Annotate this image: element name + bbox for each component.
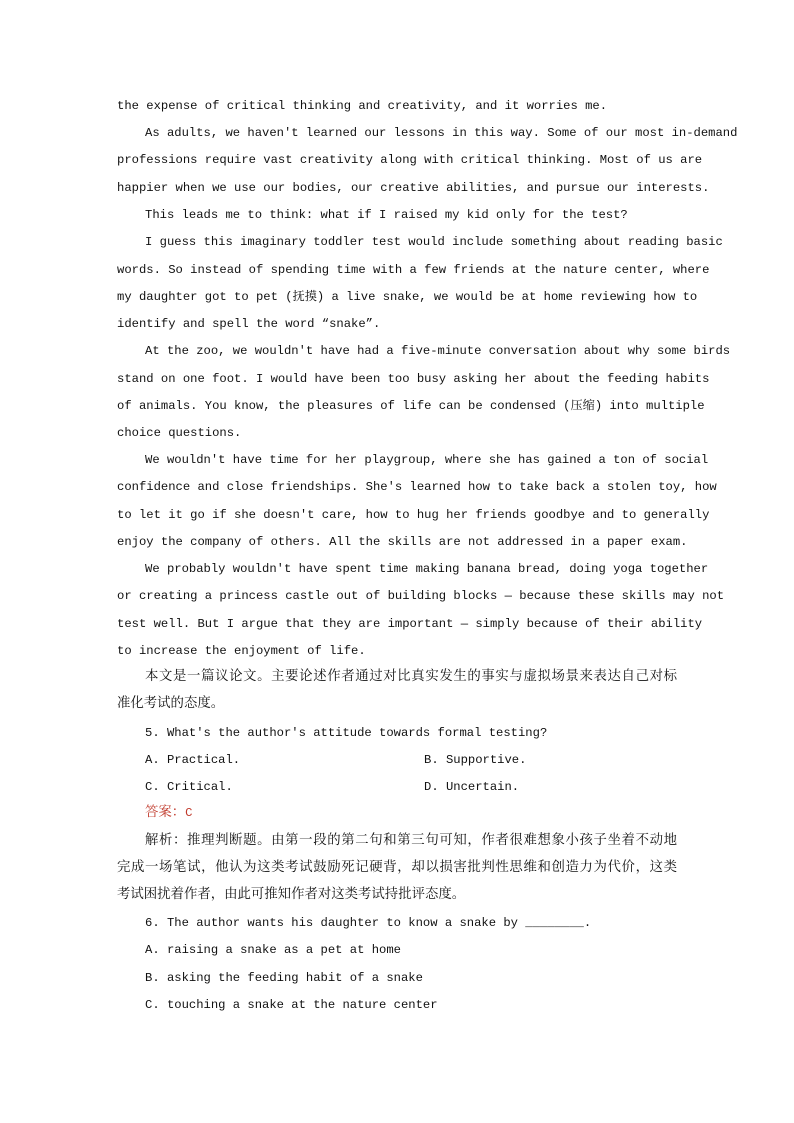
passage-line: words. So instead of spending time with a few friends at the nature center, where (117, 263, 710, 277)
question-5-options-row-2 (145, 779, 677, 795)
question-5-analysis: 完成一场笔试，他认为这类考试鼓励死记硬背，却以损害批判性思维和创造力为代价，这类 (117, 860, 677, 875)
question-5-option-d: D. Uncertain. (424, 780, 520, 794)
passage-paragraph-start: We wouldn't have time for her playgroup, where she has gained a ton of social (145, 453, 709, 467)
question-5-analysis: 考试困扰着作者，由此可推知作者对这类考试持批评态度。 (117, 887, 466, 902)
question-5-options-row-1 (145, 752, 677, 768)
summary-line: 准化考试的态度。 (117, 696, 225, 711)
question-5-stem: 5. What's the author's attitude towards formal testing? (145, 726, 548, 740)
passage-paragraph-start: I guess this imaginary toddler test would include something about reading basic (145, 235, 723, 249)
passage-paragraph-start: At the zoo, we wouldn't have had a five-minute conversation about why some birds (145, 344, 731, 358)
passage-paragraph-start: We probably wouldn't have spent time making banana bread, doing yoga together (145, 562, 709, 576)
question-5-option-c: C. Critical. (145, 780, 233, 794)
passage-line: the expense of critical thinking and creativity, and it worries me. (117, 99, 608, 113)
passage-line: stand on one foot. I would have been too busy asking her about the feeding habits (117, 372, 710, 386)
passage-paragraph-start: As adults, we haven't learned our lessons in this way. Some of our most in-demand (145, 126, 738, 140)
passage-line: professions require vast creativity along with critical thinking. Most of us are (117, 153, 703, 167)
passage-line: to let it go if she doesn't care, how to hug her friends goodbye and to generally (117, 508, 710, 522)
question-5-analysis: 解析：推理判断题。由第一段的第二句和第三句可知，作者很难想象小孩子坐着不动地 (145, 833, 677, 848)
passage-line: happier when we use our bodies, our creative abilities, and pursue our interests. (117, 181, 710, 195)
passage-line: my daughter got to pet (抚摸) a live snake, we would be at home reviewing how to (117, 290, 698, 304)
passage-line: of animals. You know, the pleasures of life can be condensed (压缩) into multiple (117, 399, 705, 413)
passage-line: or creating a princess castle out of building blocks — because these skills may not (117, 589, 725, 603)
question-6-option-b: B. asking the feeding habit of a snake (145, 971, 423, 985)
passage-line: choice questions. (117, 426, 242, 440)
question-5-answer (145, 805, 677, 821)
question-5-option-a: A. Practical. (145, 753, 241, 767)
answer-value: C (185, 806, 193, 820)
passage-paragraph-start: This leads me to think: what if I raised my kid only for the test? (145, 208, 628, 222)
passage-line: confidence and close friendships. She's learned how to take back a stolen toy, how (117, 480, 717, 494)
passage-line: to increase the enjoyment of life. (117, 644, 366, 658)
summary-line: 本文是一篇议论文。主要论述作者通过对比真实发生的事实与虚拟场景来表达自己对标 (145, 669, 677, 684)
passage-line: enjoy the company of others. All the skills are not addressed in a paper exam. (117, 535, 688, 549)
passage-line: test well. But I argue that they are important — simply because of their ability (117, 617, 703, 631)
passage-line: identify and spell the word “snake”. (117, 317, 381, 331)
question-6-option-a: A. raising a snake as a pet at home (145, 943, 401, 957)
question-6-option-c: C. touching a snake at the nature center (145, 998, 438, 1012)
answer-label: 答案： (145, 805, 186, 820)
question-6-stem: 6. The author wants his daughter to know a snake by ________. (145, 916, 592, 930)
question-5-option-b: B. Supportive. (424, 753, 527, 767)
